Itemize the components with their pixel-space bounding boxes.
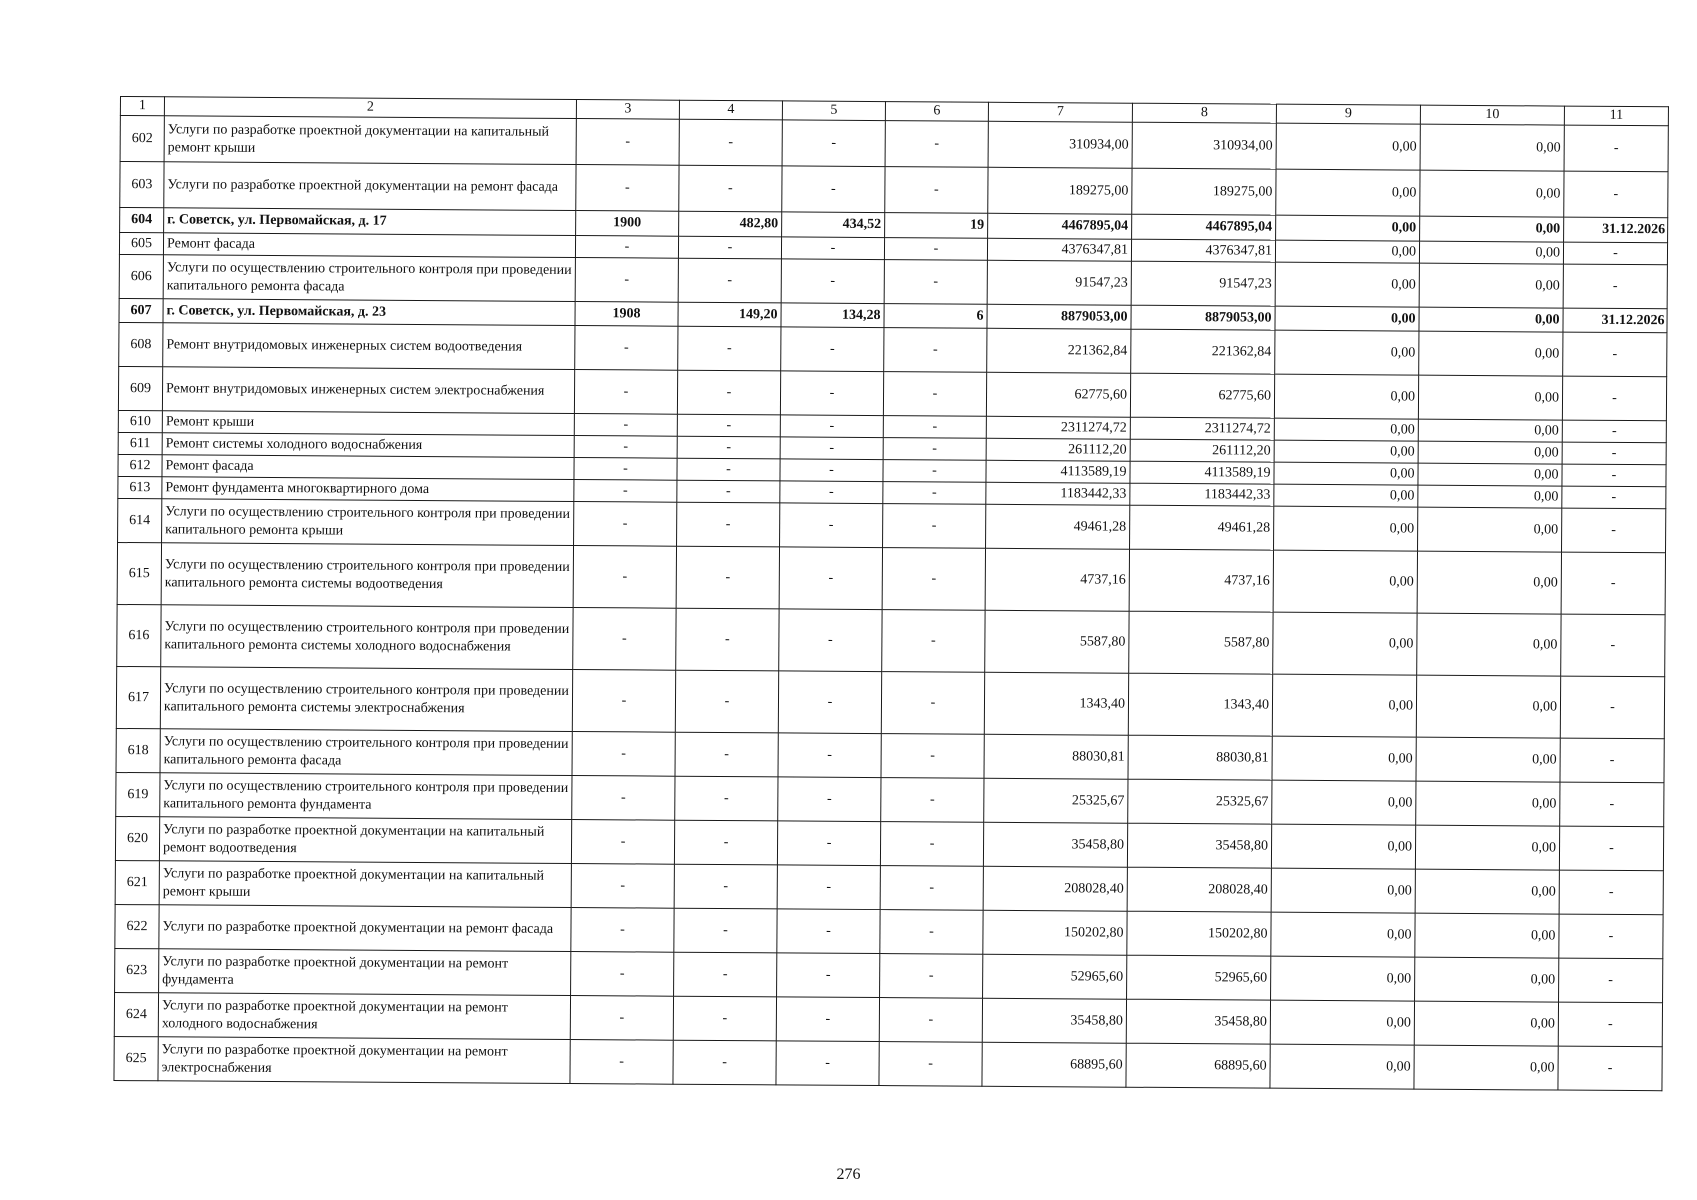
cell-col-4: - xyxy=(673,1040,776,1085)
cell-col-11: - xyxy=(1562,508,1666,553)
cell-col-6: - xyxy=(880,866,983,911)
cell-col-7: 35458,80 xyxy=(983,822,1127,867)
cell-col-11: 31.12.2026 xyxy=(1564,217,1668,243)
cell-col-3: 1908 xyxy=(575,302,678,327)
work-description: Услуги по разработке проектной документации на капитальный ремонт крыши xyxy=(164,116,576,165)
cell-col-10: 0,00 xyxy=(1419,331,1563,376)
cell-col-8: 4376347,81 xyxy=(1131,239,1275,262)
column-number: 10 xyxy=(1420,105,1564,125)
work-description: Ремонт системы холодного водоснабжения xyxy=(162,433,574,458)
cell-col-6: - xyxy=(884,260,987,305)
cell-col-6: 6 xyxy=(884,304,987,329)
cell-col-9: 0,00 xyxy=(1273,550,1417,613)
cell-col-10: 0,00 xyxy=(1415,957,1559,1002)
cell-col-6: - xyxy=(882,548,985,611)
cell-col-11: - xyxy=(1559,870,1663,915)
cell-col-11: - xyxy=(1562,486,1666,509)
cell-col-10: 0,00 xyxy=(1420,170,1564,217)
cell-col-11: - xyxy=(1563,264,1667,309)
cell-col-4: - xyxy=(677,370,780,415)
cell-col-11: - xyxy=(1559,914,1663,959)
cell-col-4: - xyxy=(675,776,778,821)
cell-col-10: 0,00 xyxy=(1419,241,1563,264)
cell-col-4: - xyxy=(678,258,781,303)
work-description: Услуги по осуществлению строительного контроля при проведении капитального ремонта фасада xyxy=(160,729,572,776)
work-description: г. Советск, ул. Первомайская, д. 17 xyxy=(164,208,576,236)
cell-col-3: 1900 xyxy=(576,211,679,237)
work-description: Услуги по разработке проектной документации на ремонт холодного водоснабжения xyxy=(158,993,570,1040)
cell-col-5: - xyxy=(777,821,880,866)
cell-col-3: - xyxy=(570,996,673,1041)
page-number: 276 xyxy=(836,1166,861,1183)
cell-col-7: 62775,60 xyxy=(986,372,1130,417)
row-number: 604 xyxy=(120,208,164,233)
cell-col-3: - xyxy=(571,952,674,997)
repair-program-table xyxy=(113,96,1668,1091)
work-description: Услуги по разработке проектной документации на ремонт фасада xyxy=(159,905,571,952)
cell-col-10: 0,00 xyxy=(1414,1001,1558,1046)
cell-col-3: - xyxy=(575,236,678,259)
cell-col-3: - xyxy=(571,908,674,953)
cell-col-9: 0,00 xyxy=(1276,123,1420,170)
cell-col-9: 0,00 xyxy=(1274,484,1418,507)
cell-col-5: - xyxy=(779,609,882,672)
cell-col-5: - xyxy=(780,437,883,460)
cell-col-5: - xyxy=(782,166,885,213)
cell-col-5: - xyxy=(780,459,883,482)
cell-col-4: - xyxy=(675,670,778,733)
cell-col-6: - xyxy=(881,734,984,779)
cell-col-11: - xyxy=(1559,826,1663,871)
cell-col-7: 221362,84 xyxy=(987,328,1131,373)
cell-col-10: 0,00 xyxy=(1418,441,1562,464)
cell-col-8: 4467895,04 xyxy=(1132,214,1276,240)
cell-col-11: - xyxy=(1562,420,1666,443)
cell-col-8: 2311274,72 xyxy=(1130,417,1274,440)
row-number: 613 xyxy=(118,476,162,498)
row-number: 603 xyxy=(120,162,164,208)
cell-col-9: 0,00 xyxy=(1271,868,1415,913)
work-description: Услуги по осуществлению строительного контроля при проведении капитального ремонта системы электроснабжения xyxy=(160,667,572,732)
cell-col-11: - xyxy=(1560,676,1664,739)
cell-col-7: 8879053,00 xyxy=(987,304,1131,329)
cell-col-8: 1343,40 xyxy=(1128,673,1272,736)
row-number: 606 xyxy=(119,254,163,298)
cell-col-3: - xyxy=(572,670,675,733)
row-number: 620 xyxy=(115,816,159,860)
cell-col-8: 35458,80 xyxy=(1127,823,1271,868)
cell-col-8: 35458,80 xyxy=(1126,999,1270,1044)
cell-col-5: - xyxy=(779,547,882,610)
cell-col-7: 4467895,04 xyxy=(988,213,1132,239)
row-number: 611 xyxy=(118,432,162,454)
cell-col-6: - xyxy=(880,822,983,867)
cell-col-10: 0,00 xyxy=(1416,737,1560,782)
cell-col-9: 0,00 xyxy=(1271,912,1415,957)
cell-col-9: 0,00 xyxy=(1272,674,1416,737)
cell-col-7: 1183442,33 xyxy=(986,482,1130,505)
row-number: 614 xyxy=(118,498,162,542)
table-row xyxy=(117,542,1665,614)
cell-col-10: 0,00 xyxy=(1419,307,1563,332)
row-number: 622 xyxy=(115,904,159,948)
row-number: 616 xyxy=(117,604,161,666)
table-sheet xyxy=(113,96,1667,1091)
cell-col-11: - xyxy=(1562,376,1666,421)
cell-col-5: 134,28 xyxy=(781,303,884,328)
cell-col-6: - xyxy=(884,238,987,261)
row-number: 618 xyxy=(116,728,160,772)
cell-col-5: - xyxy=(776,997,879,1042)
cell-col-9: 0,00 xyxy=(1274,418,1418,441)
cell-col-3: - xyxy=(575,326,678,371)
cell-col-11: - xyxy=(1561,614,1665,677)
cell-col-8: 1183442,33 xyxy=(1130,483,1274,506)
cell-col-6: - xyxy=(885,167,988,214)
row-number: 612 xyxy=(118,454,162,476)
cell-col-10: 0,00 xyxy=(1415,869,1559,914)
column-number: 4 xyxy=(679,100,782,120)
cell-col-4: - xyxy=(676,608,779,671)
cell-col-8: 208028,40 xyxy=(1127,867,1271,912)
cell-col-11: - xyxy=(1559,958,1663,1003)
cell-col-8: 49461,28 xyxy=(1130,505,1274,550)
cell-col-4: 149,20 xyxy=(678,302,781,327)
cell-col-4: - xyxy=(674,908,777,953)
cell-col-11: - xyxy=(1563,242,1667,265)
cell-col-6: - xyxy=(882,610,985,673)
cell-col-4: - xyxy=(678,236,781,259)
cell-col-8: 25325,67 xyxy=(1128,779,1272,824)
cell-col-8: 8879053,00 xyxy=(1131,305,1275,330)
cell-col-4: - xyxy=(676,546,779,609)
cell-col-6: - xyxy=(883,482,986,505)
cell-col-10: 0,00 xyxy=(1419,263,1563,308)
cell-col-7: 2311274,72 xyxy=(986,416,1130,439)
cell-col-5: - xyxy=(781,237,884,260)
cell-col-10: 0,00 xyxy=(1420,124,1564,171)
cell-col-7: 189275,00 xyxy=(988,167,1132,214)
cell-col-9: 0,00 xyxy=(1275,306,1419,331)
cell-col-4: - xyxy=(677,414,780,437)
cell-col-9: 0,00 xyxy=(1274,506,1418,551)
cell-col-8: 5587,80 xyxy=(1129,611,1273,674)
cell-col-8: 4737,16 xyxy=(1129,549,1273,612)
cell-col-6: - xyxy=(883,460,986,483)
cell-col-11: - xyxy=(1563,332,1667,377)
cell-col-7: 4113589,19 xyxy=(986,460,1130,483)
cell-col-6: - xyxy=(883,504,986,549)
cell-col-10: 0,00 xyxy=(1414,1045,1558,1090)
table-row xyxy=(116,666,1664,738)
column-number: 11 xyxy=(1564,106,1668,126)
cell-col-8: 68895,60 xyxy=(1126,1043,1270,1088)
cell-col-8: 261112,20 xyxy=(1130,439,1274,462)
cell-col-5: 434,52 xyxy=(782,212,885,238)
cell-col-11: - xyxy=(1558,1046,1662,1091)
cell-col-10: 0,00 xyxy=(1418,419,1562,442)
cell-col-3: - xyxy=(575,258,678,303)
work-description: Услуги по осуществлению строительного контроля при проведении капитального ремонта системы водоотведения xyxy=(161,543,573,608)
cell-col-5: - xyxy=(780,371,883,416)
cell-col-6: 19 xyxy=(885,213,988,239)
cell-col-7: 52965,60 xyxy=(983,954,1127,999)
cell-col-3: - xyxy=(576,165,679,212)
cell-col-3: - xyxy=(572,776,675,821)
column-number: 5 xyxy=(782,101,885,121)
cell-col-3: - xyxy=(573,608,676,671)
row-number: 625 xyxy=(114,1036,158,1080)
row-number: 617 xyxy=(116,666,160,728)
column-number: 8 xyxy=(1132,103,1276,123)
cell-col-11: - xyxy=(1562,464,1666,487)
cell-col-7: 310934,00 xyxy=(988,121,1132,168)
cell-col-3: - xyxy=(571,820,674,865)
cell-col-4: - xyxy=(674,864,777,909)
work-description: Услуги по осуществлению строительного контроля при проведении капитального ремонта фасада xyxy=(163,255,575,302)
cell-col-9: 0,00 xyxy=(1272,736,1416,781)
cell-col-4: - xyxy=(678,326,781,371)
column-number: 3 xyxy=(576,100,679,120)
work-description: Услуги по разработке проектной документации на капитальный ремонт водоотведения xyxy=(159,817,571,864)
cell-col-4: - xyxy=(677,436,780,459)
cell-col-5: - xyxy=(782,120,885,167)
cell-col-8: 91547,23 xyxy=(1131,261,1275,306)
work-description: Ремонт внутридомовых инженерных систем водоотведения xyxy=(163,323,575,370)
cell-col-7: 5587,80 xyxy=(985,610,1129,673)
cell-col-10: 0,00 xyxy=(1418,375,1562,420)
cell-col-9: 0,00 xyxy=(1270,1000,1414,1045)
table-row xyxy=(114,1036,1662,1090)
cell-col-10: 0,00 xyxy=(1417,613,1561,676)
cell-col-5: - xyxy=(778,671,881,734)
cell-col-10: 0,00 xyxy=(1416,781,1560,826)
work-description: Ремонт фундамента многоквартирного дома xyxy=(162,477,574,502)
cell-col-7: 1343,40 xyxy=(984,672,1128,735)
row-number: 605 xyxy=(119,233,163,255)
cell-col-7: 88030,81 xyxy=(984,734,1128,779)
cell-col-10: 0,00 xyxy=(1416,675,1560,738)
cell-col-6: - xyxy=(880,954,983,999)
cell-col-5: - xyxy=(781,259,884,304)
cell-col-7: 68895,60 xyxy=(982,1042,1126,1087)
cell-col-5: - xyxy=(777,909,880,954)
row-number: 602 xyxy=(120,116,164,162)
cell-col-11: - xyxy=(1564,125,1668,172)
cell-col-11: - xyxy=(1560,738,1664,783)
cell-col-9: 0,00 xyxy=(1275,262,1419,307)
row-number: 619 xyxy=(116,772,160,816)
cell-col-7: 25325,67 xyxy=(984,778,1128,823)
cell-col-9: 0,00 xyxy=(1273,612,1417,675)
cell-col-10: 0,00 xyxy=(1420,216,1564,242)
cell-col-11: - xyxy=(1561,552,1665,615)
cell-col-3: - xyxy=(572,732,675,777)
cell-col-5: - xyxy=(778,777,881,822)
cell-col-3: - xyxy=(573,546,676,609)
cell-col-6: - xyxy=(880,910,983,955)
cell-col-4: - xyxy=(679,119,782,166)
row-number: 623 xyxy=(115,948,159,992)
cell-col-9: 0,00 xyxy=(1276,169,1420,216)
cell-col-9: 0,00 xyxy=(1274,440,1418,463)
cell-col-10: 0,00 xyxy=(1418,507,1562,552)
cell-col-9: 0,00 xyxy=(1274,374,1418,419)
cell-col-5: - xyxy=(781,327,884,372)
cell-col-4: - xyxy=(675,732,778,777)
row-number: 609 xyxy=(118,366,162,410)
cell-col-6: - xyxy=(883,416,986,439)
cell-col-10: 0,00 xyxy=(1417,551,1561,614)
cell-col-4: - xyxy=(677,480,780,503)
work-description: Ремонт крыши xyxy=(162,411,574,436)
cell-col-6: - xyxy=(879,998,982,1043)
cell-col-8: 221362,84 xyxy=(1131,329,1275,374)
cell-col-8: 88030,81 xyxy=(1128,735,1272,780)
cell-col-4: - xyxy=(677,502,780,547)
cell-col-7: 35458,80 xyxy=(982,998,1126,1043)
cell-col-11: - xyxy=(1560,782,1664,827)
cell-col-10: 0,00 xyxy=(1418,463,1562,486)
cell-col-5: - xyxy=(780,415,883,438)
cell-col-6: - xyxy=(881,672,984,735)
cell-col-11: - xyxy=(1562,442,1666,465)
cell-col-5: - xyxy=(778,733,881,778)
cell-col-4: - xyxy=(673,996,776,1041)
row-number: 608 xyxy=(119,322,163,366)
column-number: 9 xyxy=(1276,104,1420,124)
cell-col-3: - xyxy=(570,1040,673,1085)
cell-col-7: 261112,20 xyxy=(986,438,1130,461)
column-number: 6 xyxy=(885,102,988,122)
cell-col-5: - xyxy=(777,953,880,998)
table-row xyxy=(117,604,1665,676)
cell-col-9: 0,00 xyxy=(1274,462,1418,485)
work-description: Услуги по разработке проектной документации на ремонт электроснабжения xyxy=(158,1037,570,1084)
work-description: Услуги по осуществлению строительного контроля при проведении капитального ремонта крыши xyxy=(162,499,574,546)
cell-col-3: - xyxy=(574,502,677,547)
cell-col-9: 0,00 xyxy=(1271,824,1415,869)
column-number: 7 xyxy=(988,102,1132,122)
cell-col-7: 49461,28 xyxy=(986,504,1130,549)
cell-col-3: - xyxy=(574,370,677,415)
cell-col-4: - xyxy=(674,952,777,997)
cell-col-10: 0,00 xyxy=(1415,913,1559,958)
cell-col-4: - xyxy=(677,458,780,481)
work-description: Ремонт фасада xyxy=(163,233,575,258)
cell-col-7: 4737,16 xyxy=(985,548,1129,611)
cell-col-6: - xyxy=(883,372,986,417)
cell-col-3: - xyxy=(574,458,677,481)
cell-col-10: 0,00 xyxy=(1418,485,1562,508)
cell-col-7: 208028,40 xyxy=(983,866,1127,911)
cell-col-8: 310934,00 xyxy=(1132,122,1276,169)
row-number: 607 xyxy=(119,298,163,322)
cell-col-11: 31.12.2026 xyxy=(1563,308,1667,333)
work-description: г. Советск, ул. Первомайская, д. 23 xyxy=(163,299,575,326)
cell-col-5: - xyxy=(780,481,883,504)
cell-col-6: - xyxy=(881,778,984,823)
cell-col-5: - xyxy=(780,503,883,548)
work-description: Ремонт внутридомовых инженерных систем электроснабжения xyxy=(162,367,574,414)
work-description: Услуги по разработке проектной документации на ремонт фундамента xyxy=(159,949,571,996)
cell-col-3: - xyxy=(574,436,677,459)
cell-col-3: - xyxy=(574,480,677,503)
column-number: 1 xyxy=(120,97,164,116)
cell-col-9: 0,00 xyxy=(1275,240,1419,263)
cell-col-7: 4376347,81 xyxy=(987,238,1131,261)
row-number: 624 xyxy=(114,992,158,1036)
cell-col-11: - xyxy=(1564,171,1668,218)
row-number: 615 xyxy=(117,542,161,604)
row-number: 610 xyxy=(118,410,162,432)
work-description: Услуги по осуществлению строительного контроля при проведении капитального ремонта системы холодного водоснабжения xyxy=(161,605,573,670)
work-description: Услуги по разработке проектной документации на капитальный ремонт крыши xyxy=(159,861,571,908)
cell-col-9: 0,00 xyxy=(1270,1044,1414,1089)
cell-col-10: 0,00 xyxy=(1415,825,1559,870)
cell-col-4: - xyxy=(679,165,782,212)
cell-col-6: - xyxy=(879,1042,982,1087)
cell-col-5: - xyxy=(776,1041,879,1086)
cell-col-6: - xyxy=(884,328,987,373)
cell-col-9: 0,00 xyxy=(1275,330,1419,375)
cell-col-3: - xyxy=(576,119,679,166)
cell-col-9: 0,00 xyxy=(1276,215,1420,241)
cell-col-8: 189275,00 xyxy=(1132,168,1276,215)
cell-col-7: 91547,23 xyxy=(987,260,1131,305)
cell-col-5: - xyxy=(777,865,880,910)
cell-col-9: 0,00 xyxy=(1271,956,1415,1001)
cell-col-4: 482,80 xyxy=(679,211,782,237)
cell-col-11: - xyxy=(1558,1002,1662,1047)
cell-col-3: - xyxy=(574,414,677,437)
cell-col-4: - xyxy=(674,820,777,865)
cell-col-3: - xyxy=(571,864,674,909)
work-description: Услуги по осуществлению строительного контроля при проведении капитального ремонта фундамента xyxy=(160,773,572,820)
cell-col-6: - xyxy=(885,121,988,168)
cell-col-8: 150202,80 xyxy=(1127,911,1271,956)
column-number: 2 xyxy=(164,97,576,119)
cell-col-8: 4113589,19 xyxy=(1130,461,1274,484)
cell-col-8: 52965,60 xyxy=(1127,955,1271,1000)
cell-col-7: 150202,80 xyxy=(983,910,1127,955)
row-number: 621 xyxy=(115,860,159,904)
work-description: Ремонт фасада xyxy=(162,455,574,480)
cell-col-6: - xyxy=(883,438,986,461)
cell-col-9: 0,00 xyxy=(1272,780,1416,825)
work-description: Услуги по разработке проектной документации на ремонт фасада xyxy=(164,162,576,211)
cell-col-8: 62775,60 xyxy=(1130,373,1274,418)
table-body xyxy=(114,97,1668,1091)
